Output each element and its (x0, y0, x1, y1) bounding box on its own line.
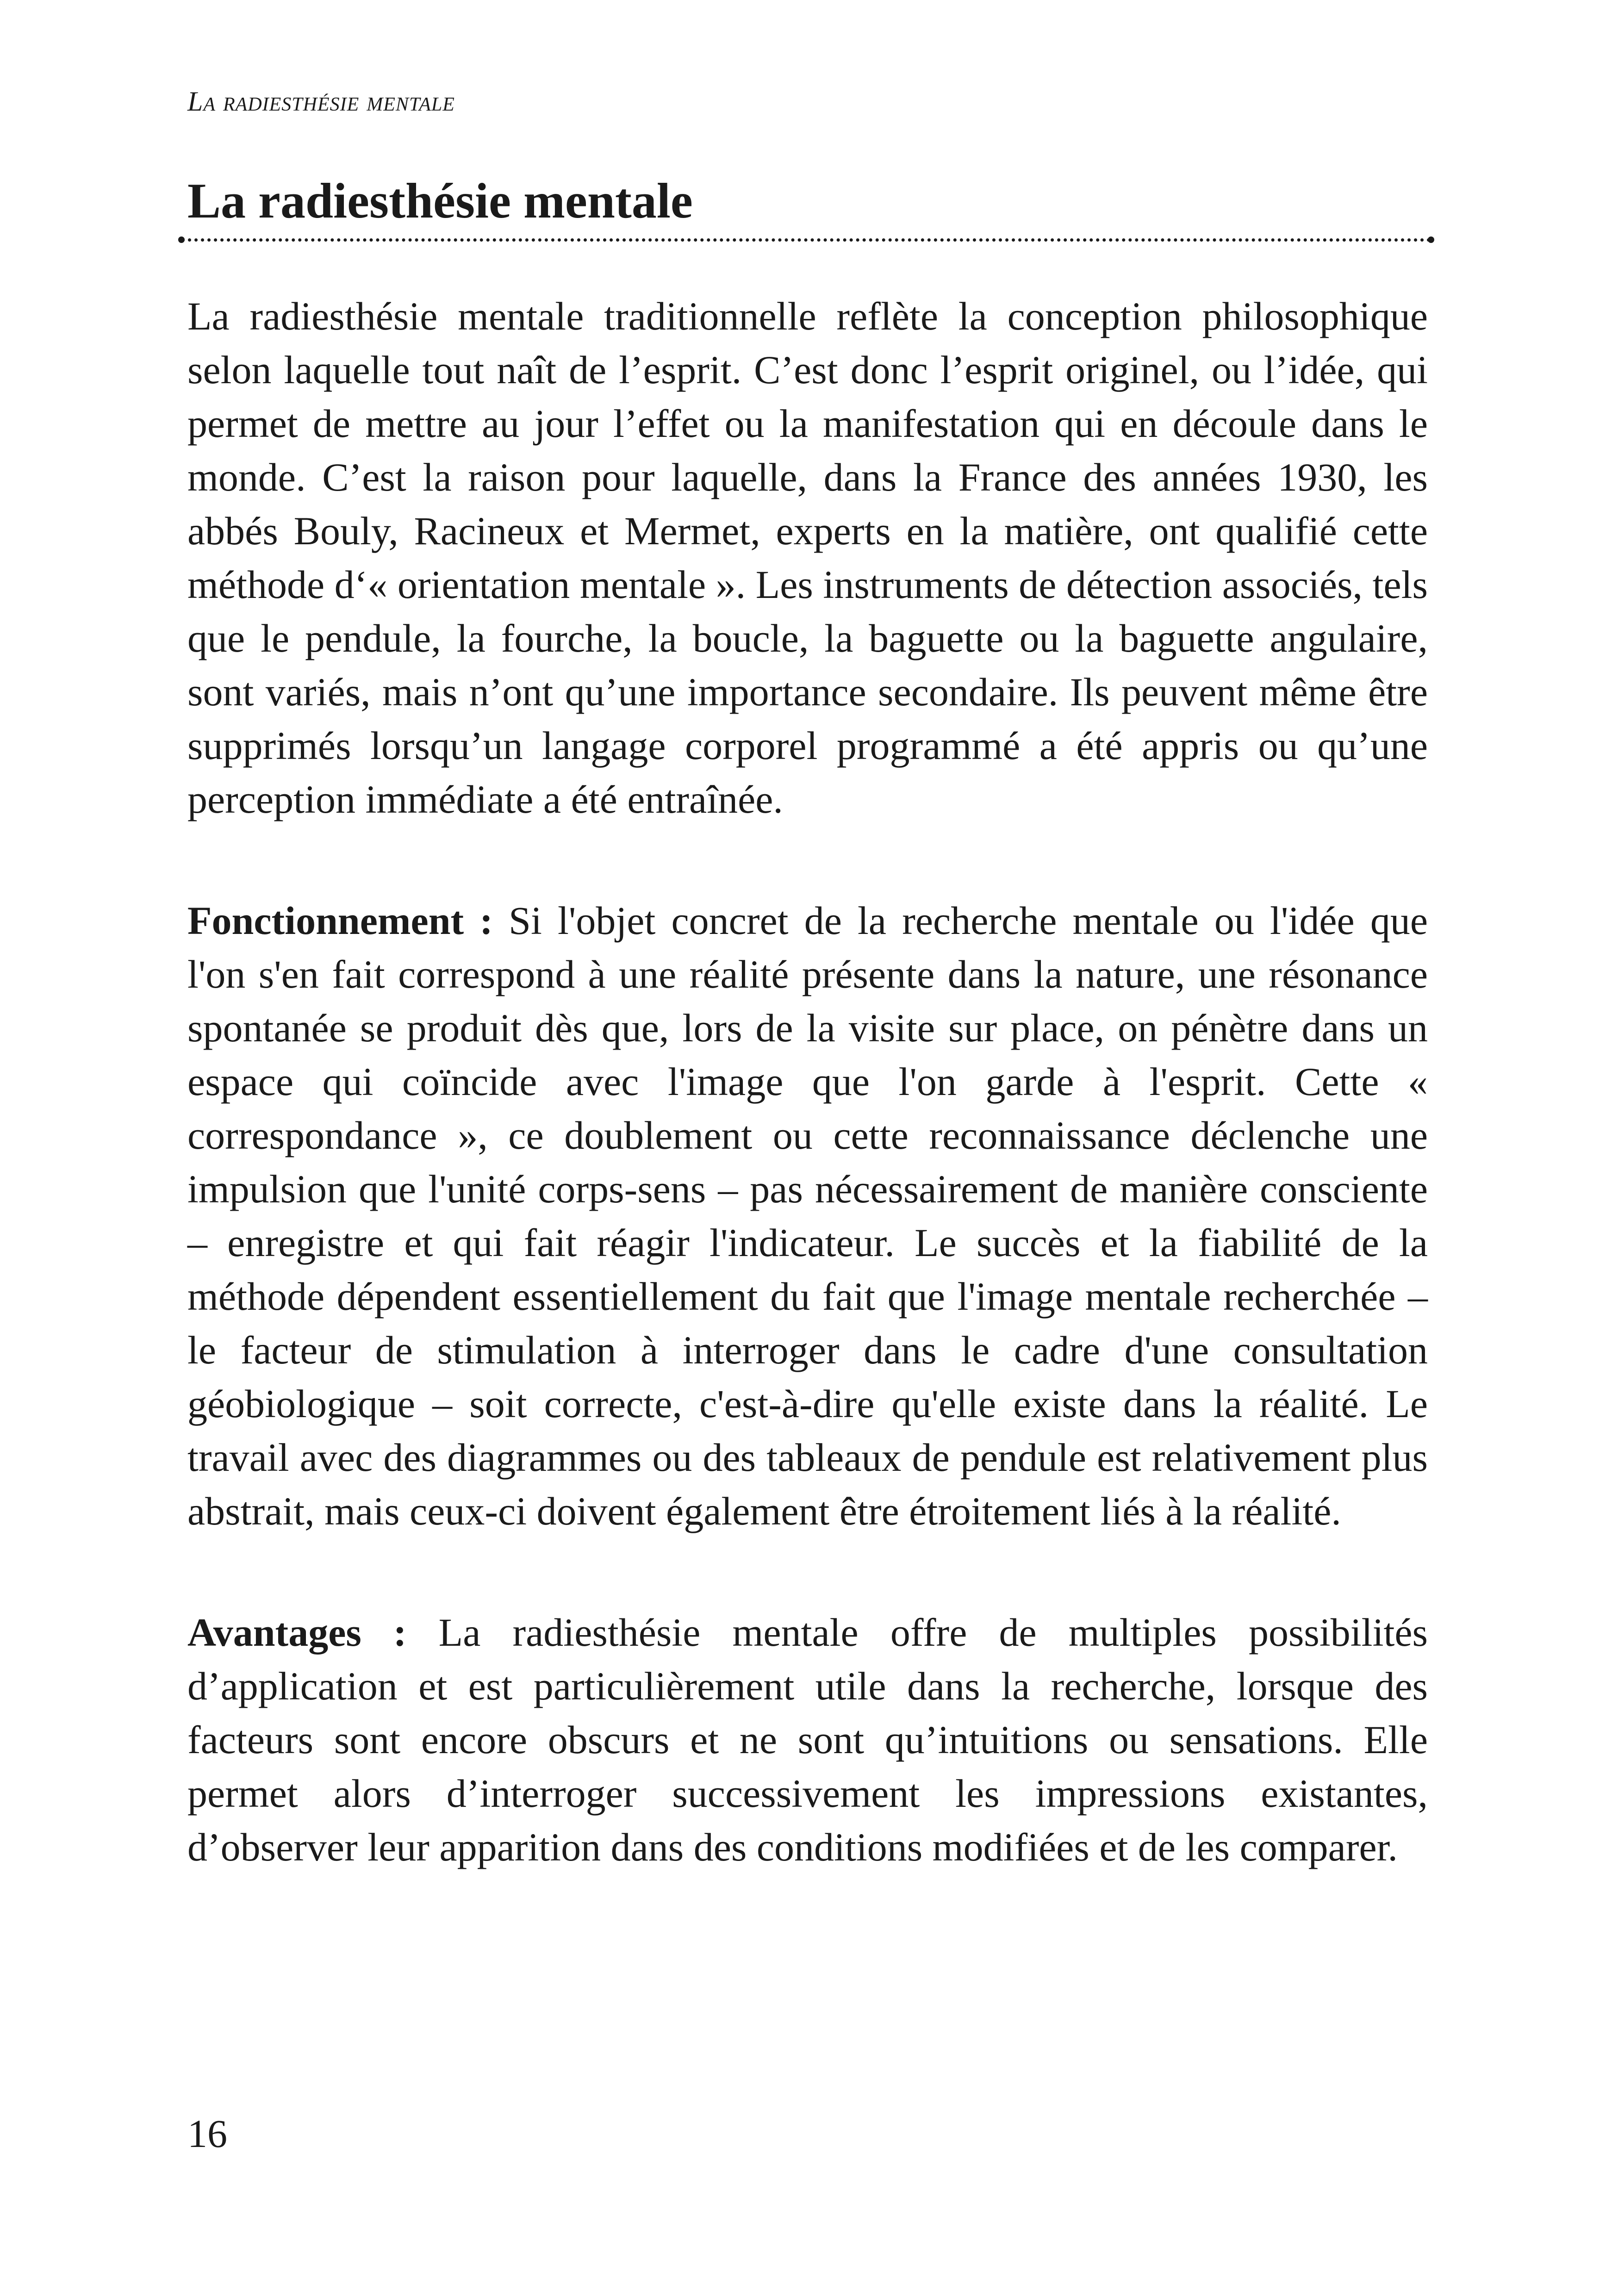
page-title: La radiesthésie mentale (187, 174, 693, 229)
running-header: La radiesthésie mentale (187, 86, 455, 117)
paragraph-avantages (187, 1605, 1428, 1874)
paragraph-intro (187, 289, 1428, 826)
paragraph-lead: Avantages : (187, 1610, 407, 1655)
title-rule (181, 238, 1431, 245)
paragraph-text: La radiesthésie mentale offre de multiples possibilités d’application et est particulièrement utile dans la recherche, lorsque des facteurs sont encore obscurs et ne sont qu’intuitions ou sensations. Elle permet alors d’interroger successivement les impressions existantes, d’observer leur apparition dans des conditions modifiées et de les comparer. (187, 1610, 1428, 1869)
paragraph-lead: Fonctionnement : (187, 898, 493, 943)
page-number: 16 (187, 2111, 227, 2156)
paragraph-fonctionnement (187, 894, 1428, 1538)
body-text (187, 289, 1428, 1941)
paragraph-text: La radiesthésie mentale traditionnelle reflète la conception philosophique selon laquelle tout naît de l’esprit. C’est donc l’esprit originel, ou l’idée, qui permet de mettre au jour l’effet ou la manifestation qui en découle dans le monde. C’est la raison pour laquelle, dans la France des années 1930, les abbés Bouly, Racineux et Mermet, experts en la matière, ont qualifié cette méthode d‘« orientation mentale ». Les instruments de détection associés, tels que le pendule, la fourche, la boucle, la baguette ou la baguette angulaire, sont variés, mais n’ont qu’une importance secondaire. Ils peuvent même être supprimés lorsqu’un langage corporel programmé a été appris ou qu’une perception immédiate a été entraînée. (187, 294, 1428, 821)
paragraph-text: Si l'objet concret de la recherche mentale ou l'idée que l'on s'en fait correspond à une réalité présente dans la nature, une résonance spontanée se produit dès que, lors de la visite sur place, on pénètre dans un espace qui coïncide avec l'image que l'on garde à l'esprit. Cette « correspondance », ce doublement ou cette reconnaissance déclenche une impulsion que l'unité corps-sens – pas nécessairement de manière consciente – enregistre et qui fait réagir l'indicateur. Le succès et la fiabilité de la méthode dépendent essentiellement du fait que l'image mentale recherchée – le facteur de stimulation à interroger dans le cadre d'une consultation géobiologique – soit correcte, c'est-à-dire qu'elle existe dans la réalité. Le travail avec des diagrammes ou des tableaux de pendule est relativement plus abstrait, mais ceux-ci doivent également être étroitement liés à la réalité. (187, 898, 1428, 1533)
